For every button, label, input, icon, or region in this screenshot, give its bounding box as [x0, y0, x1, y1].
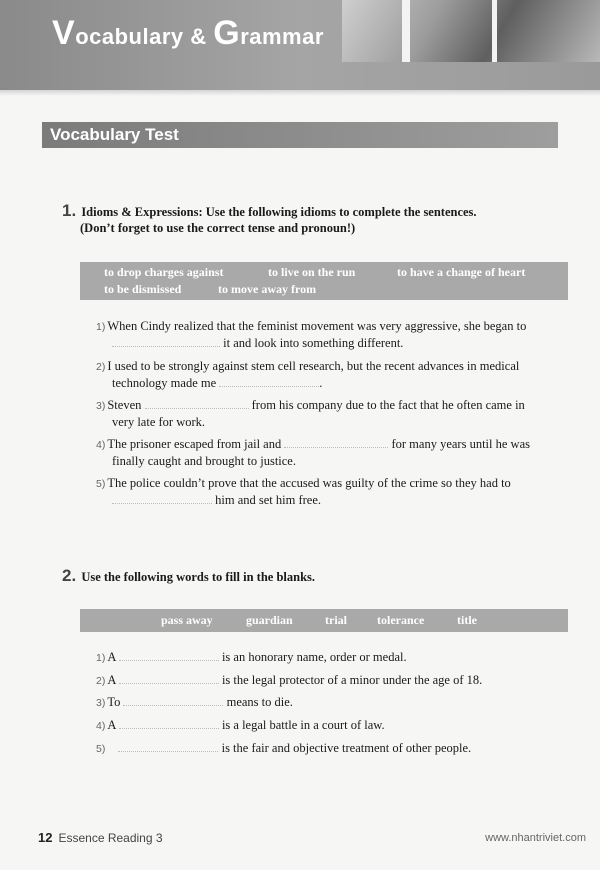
book-title: Essence Reading 3	[58, 831, 163, 845]
item-text: The prisoner escaped from jail and	[107, 437, 282, 451]
title-part: ocabulary &	[75, 24, 214, 49]
answer-blank[interactable]	[119, 718, 219, 729]
item-text: .	[319, 375, 323, 390]
q2-word: guardian	[246, 613, 293, 627]
chapter-title	[52, 14, 324, 53]
item-text: is the legal protector of a minor under the age of 18.	[221, 673, 483, 687]
answer-blank[interactable]	[219, 376, 319, 387]
q2-word: pass away	[161, 613, 213, 627]
q2-item	[96, 718, 385, 735]
q2-item	[96, 673, 482, 690]
q2-word: trial	[325, 613, 347, 627]
q1-note: (Don’t forget to use the correct tense and pronoun!)	[80, 221, 356, 235]
item-number: 5)	[96, 743, 106, 755]
q2-item	[96, 695, 293, 712]
q2-word: tolerance	[377, 613, 425, 627]
answer-blank[interactable]	[119, 673, 219, 684]
publisher-url: www.nhantriviet.com	[485, 832, 586, 844]
item-text: I used to be strongly against stem cell research, but the recent advances in medical	[107, 359, 520, 373]
item-text: A	[107, 650, 116, 664]
q2-heading	[62, 568, 315, 585]
item-text: is the fair and objective treatment of other people.	[221, 741, 472, 755]
title-initial-v: V	[52, 14, 76, 52]
item-number: 4)	[96, 439, 106, 451]
q1-item	[96, 319, 526, 351]
q1-word: to live on the run	[268, 265, 356, 279]
q1-word: to drop charges against	[104, 265, 224, 279]
page-footer	[38, 830, 163, 845]
q1-item	[96, 437, 530, 469]
item-text: it and look into something different.	[223, 335, 404, 350]
photo-stripe	[402, 0, 410, 62]
item-text: is a legal battle in a court of law.	[221, 718, 385, 732]
answer-blank[interactable]	[112, 493, 212, 504]
answer-blank[interactable]	[112, 336, 220, 347]
item-number: 5)	[96, 478, 106, 490]
item-text: very late for work.	[112, 414, 206, 429]
q1-word: to be dismissed	[104, 282, 182, 296]
item-text: When Cindy realized that the feminist movement was very aggressive, she began to	[107, 319, 527, 333]
item-number: 2)	[96, 675, 106, 687]
answer-blank[interactable]	[118, 741, 218, 752]
q2-item	[96, 650, 407, 667]
item-number: 1)	[96, 321, 106, 333]
header-shadow	[0, 90, 600, 96]
q1-item	[96, 398, 525, 430]
photo-stripe	[492, 0, 497, 62]
item-text: To	[107, 695, 121, 709]
item-text: for many years until he was	[391, 437, 530, 451]
q1-number: 1.	[62, 201, 77, 220]
q1-heading	[62, 203, 477, 236]
answer-blank[interactable]	[119, 650, 219, 661]
item-number: 3)	[96, 697, 106, 709]
q1-item	[96, 476, 511, 508]
item-text: The police couldn’t prove that the accused was guilty of the crime so they had to	[107, 476, 511, 490]
q2-item	[96, 741, 471, 758]
answer-blank[interactable]	[145, 398, 249, 409]
item-text: means to die.	[226, 695, 293, 709]
q2-word: title	[457, 613, 477, 627]
item-text: him and set him free.	[215, 492, 321, 507]
item-text: finally caught and brought to justice.	[112, 453, 296, 468]
q1-word-box	[80, 262, 568, 300]
q1-word: to have a change of heart	[397, 265, 526, 279]
item-number: 4)	[96, 720, 106, 732]
q2-word-box	[80, 609, 568, 632]
title-part: rammar	[240, 24, 324, 49]
q1-instruction: Idioms & Expressions: Use the following idioms to complete the sentences.	[81, 205, 477, 219]
item-text: A	[107, 718, 116, 732]
q2-number: 2.	[62, 566, 77, 585]
answer-blank[interactable]	[284, 437, 388, 448]
header-photo	[342, 0, 600, 62]
item-number: 1)	[96, 652, 106, 664]
page-number: 12	[38, 830, 53, 845]
q2-instruction: Use the following words to fill in the blanks.	[81, 570, 316, 584]
title-initial-g: G	[213, 14, 241, 52]
item-text: technology made me	[112, 375, 217, 390]
q1-item	[96, 359, 519, 391]
q1-word: to move away from	[218, 282, 317, 296]
item-number: 3)	[96, 400, 106, 412]
item-text: is an honorary name, order or medal.	[221, 650, 407, 664]
section-title-bar	[42, 122, 558, 148]
item-text: A	[107, 673, 116, 687]
page-header	[0, 0, 600, 90]
answer-blank[interactable]	[123, 695, 223, 706]
item-number: 2)	[96, 361, 106, 373]
item-text: from his company due to the fact that he often came in	[251, 398, 525, 412]
item-text: Steven	[107, 398, 142, 412]
section-title: Vocabulary Test	[50, 125, 179, 144]
